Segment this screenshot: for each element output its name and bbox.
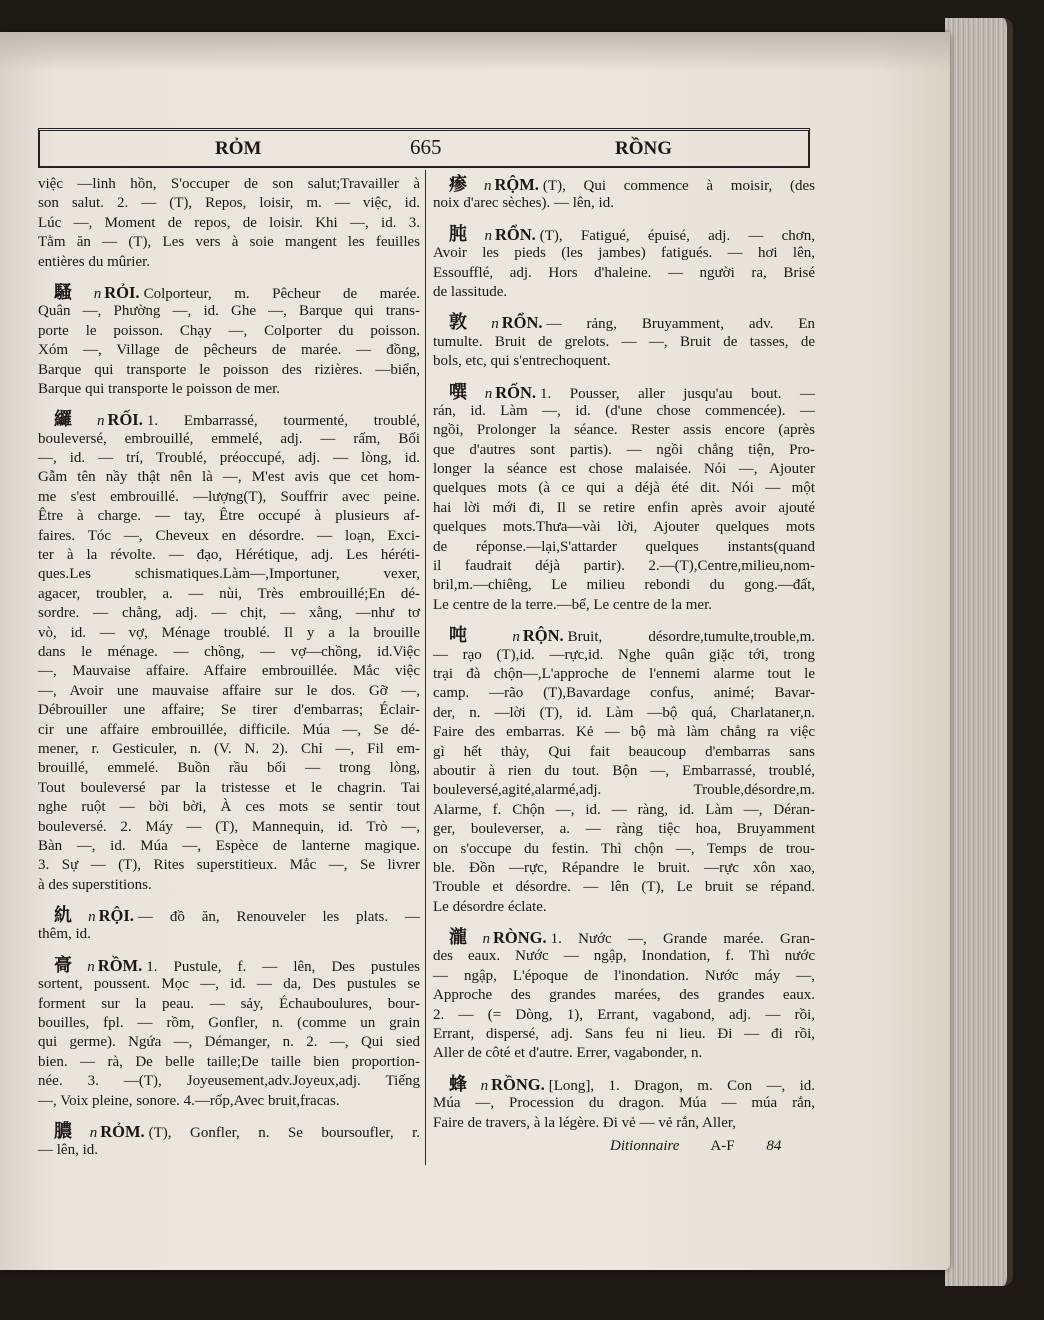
definition-line: gì hết thảy, Qui fait beaucoup d'embarras sans (433, 743, 815, 760)
page-edges (945, 18, 1013, 1286)
signature-volume: A-F (710, 1138, 735, 1154)
dictionary-entry (433, 626, 815, 917)
chinese-character: 蜂 (449, 1073, 478, 1094)
part-of-speech: n (89, 1124, 98, 1141)
entry-first-line (433, 175, 815, 194)
definition-line: vò, id. — vợ, Ménage troublé. Il y a la brouille (38, 624, 420, 641)
chinese-character: 瘆 (449, 174, 481, 194)
headword: RỘM. (494, 175, 539, 194)
headword: RỒNG. (491, 1074, 545, 1094)
definition-line: — rạo (T),id. —rực,id. Nghe quân giặc tới, trong (433, 646, 815, 663)
part-of-speech: n (484, 227, 492, 244)
definition-line: nghe ruột — bời bời, À ces mots se sentir tout (38, 799, 420, 816)
definition-text: 1. Pousser, aller jusqu'au bout. — (540, 385, 816, 402)
definition-line: Trouble et désordre. — lên (T), Le bruit se répand. (433, 879, 815, 896)
definition-line: Tout bouleversé par la tristesse et le chagrin. Tai (38, 779, 420, 796)
chinese-character: 騷 (54, 281, 91, 302)
dictionary-entry (433, 225, 815, 303)
part-of-speech: n (512, 629, 520, 646)
definition-line: Faire des embarras. Kẻ — bộ mà làm chẳng ra việc (433, 724, 815, 741)
headword: RỔN. (494, 224, 536, 244)
definition-line: Alarme, f. Chộn —, id. — ràng, id. Làm —, Déran- (433, 801, 815, 818)
definition-line: —, Mauvaise affaire. Affaire embrouillée. Mắc việc (38, 663, 420, 680)
definition-line: Xóm —, Village de pêcheurs de marée. — đồng, (38, 342, 420, 359)
definition-line: Bàn —, id. Múa —, Espèce de lanterne magique. (38, 837, 420, 854)
chinese-character: 敦 (449, 312, 489, 333)
definition-line: bril,m.—chiêng, Le milieu rebondi du gong.—đất, (433, 577, 815, 594)
entry-first-line (38, 906, 420, 925)
definition-text: (T), Fatigué, épuisé, adj. — chơn, (539, 227, 815, 244)
definition-line: bouleversé. 2. Máy — (T), Mannequin, id. Trò —, (38, 818, 420, 835)
definition-line: thêm, id. (38, 926, 91, 943)
dictionary-entry (433, 1075, 815, 1133)
definition-text: — rảng, Bruyamment, adv. En (546, 316, 815, 333)
definition-line: Aller de côté et d'autre. Errer, vagabonder, n. (433, 1045, 703, 1062)
dictionary-entry (38, 175, 420, 272)
chinese-character: 瀧 (449, 927, 480, 948)
header-first-word: RỎM (215, 138, 262, 159)
definition-line: —, Voix pleine, sonore. 4.—rốp,Avec bruit,fracas. (38, 1092, 340, 1109)
headword: RỎM. (100, 1121, 145, 1141)
definition-line: Quân —, Phường —, id. Ghe —, Barque qui trans- (38, 303, 420, 320)
definition-line: bouleversé,agité,alarmé,adj. Trouble,désordre,m. (433, 782, 815, 799)
definition-line: de lassitude. (433, 283, 508, 300)
definition-line: trại đà chộn—,L'approche de l'ennemi alarme tout le (433, 665, 815, 682)
definition-line: brouillé, emmelé. Buồn rầu bối — trong lòng, (38, 760, 420, 777)
definition-line: on s'occupe du festin. Thì chộn —, Temps de trou- (433, 840, 815, 857)
definition-line: camp. —rão (T),Bavardage confus, animé; Bavar- (433, 685, 815, 702)
definition-line: — ngập, L'époque de l'inondation. Nước máy —, (433, 967, 815, 984)
definition-line: des eaux. Nước — ngập, Inondation, f. Thì nước (433, 948, 815, 965)
definition-line: — lên, id. (38, 1142, 98, 1159)
definition-line: Errant, dispersé, adj. Sans feu ni lieu. Đi — đi rồi, (433, 1026, 815, 1043)
definition-line: ques.Les schismatiques.Làm—,Importuner, vexer, (38, 566, 420, 583)
definition-text: Colporteur, m. Pêcheur de marée. (143, 285, 420, 302)
dictionary-entry (433, 928, 815, 1064)
definition-line: quelques mots.Thưa—vài lời, Ajouter quelques mots (433, 519, 815, 536)
definition-line: tumulte. Bruit de grelots. — —, Bruit de tasses, de (433, 333, 815, 350)
chinese-character: 吨 (449, 625, 510, 646)
definition-text: 1. Embarrassé, tourmenté, troublé, (146, 413, 420, 430)
dictionary-entry (433, 313, 815, 371)
definition-line: de réponse.—lại,S'attarder quelques instants(quand (433, 538, 815, 555)
definition-line: bien. — rà, De belle taille;De taille bien proportion- (38, 1053, 420, 1070)
definition-line: que d'autres sont partis). — ngồi chẳng tiện, Pro- (433, 441, 815, 458)
headword: RỒM. (97, 955, 143, 975)
definition-line: Essoufflé, adj. Hors d'haleine. — người ra, Brisé (433, 264, 815, 281)
definition-line: rán, id. Làm —, id. (d'une chose commencée). — (433, 402, 815, 419)
definition-line: sordre. — chằng, adj. — chịt, — xằng, —như tơ (38, 605, 420, 622)
entry-first-line (433, 225, 815, 244)
part-of-speech: n (93, 285, 102, 302)
headword: RỘI. (98, 906, 134, 926)
definition-line: Approche des grandes marées, des grandes eaux. (433, 987, 815, 1004)
column-divider (425, 170, 426, 1165)
definition-line: ger, bouleverser, a. — ràng tiệc hoa, Bruyamment (433, 821, 815, 838)
definition-line: faires. Tóc —, Cheveux en désordre. — loạn, Exci- (38, 527, 420, 544)
headword: RỔN. (501, 313, 543, 333)
definition-line: sortent, poussent. Mọc —, id. — da, Des pustules se (38, 976, 420, 993)
definition-line: entières du mûrier. (38, 253, 151, 270)
definition-line: Être à charge. — tay, Être occupé à plusieurs af- (38, 508, 420, 525)
definition-line: à des superstitions. (38, 876, 152, 893)
entry-first-line (433, 928, 815, 947)
definition-line: qui germe). Ngứa —, Démanger, n. 2. —, Qui sied (38, 1034, 420, 1051)
definition-line: née. 3. —(T), Joyeusement,adv.Joyeux,adj. Tiếng (38, 1073, 420, 1090)
headword: RỐI. (107, 410, 143, 430)
definition-line: il faudrait déjà partir). 2.—(T),Centre,milieu,nom- (433, 558, 815, 575)
definition-line: me s'est embrouillé. —lượng(T), Souffrir avec peine. (38, 488, 420, 505)
definition-line: Tằm ăn — (T), Les vers à soie mangent les feuilles (38, 234, 420, 251)
definition-line: bouilles, fpl. — rồm, Gonfler, n. (comme un grain (38, 1015, 420, 1032)
chinese-character: 肫 (449, 223, 482, 244)
dictionary-entry (38, 1122, 420, 1161)
entry-first-line (38, 956, 420, 975)
definition-line: agacer, troubler, a. — nùi, Très embrouillé;En dé- (38, 585, 420, 602)
chinese-character: 膿 (54, 1120, 87, 1141)
definition-line: bols, etc, qui s'entrechoquent. (433, 353, 611, 370)
definition-line: —, Avoir une mauvaise affaire sur le dos. Gỡ —, (38, 682, 420, 699)
definition-line: Gẫm tên nầy thật nên là —, M'est avis que cet hom- (38, 469, 420, 486)
chinese-character: 䊵 (54, 905, 86, 926)
definition-line: 2. — (= Dòng, 1), Errant, vagabond, adj. — rồi, (433, 1006, 815, 1023)
signature-number: 84 (766, 1138, 782, 1154)
definition-line: mener, r. Gesticuler, n. (V. N. 2). Chỉ —, Fil em- (38, 740, 420, 757)
definition-text: (T), Gonfler, n. Se boursoufler, r. (148, 1124, 420, 1141)
running-header (38, 128, 810, 168)
definition-line: longer la séance est chose malaisée. Nói —, Ajouter (433, 461, 815, 478)
dictionary-entry (433, 175, 815, 214)
entry-first-line (433, 313, 815, 332)
entry-first-line (433, 1075, 815, 1094)
headword: RỘN. (522, 626, 564, 646)
right-column (433, 175, 815, 1144)
page-number: 665 (410, 135, 442, 159)
definition-line: Avoir les pieds (les jambes) fatigués. — hơi lên, (433, 245, 815, 262)
headword: RỐN. (495, 382, 537, 402)
definition-line: ble. Đồn —rực, Répandre le bruit. —rực xôn xao, (433, 859, 815, 876)
part-of-speech: n (87, 958, 95, 975)
left-column (38, 175, 420, 1172)
entry-first-line (433, 383, 815, 402)
definition-line: forment sur la peau. — sảy, Échauboulures, bour- (38, 995, 420, 1012)
definition-line: cir une affaire embrouillée, difficile. Múa —, Se dé- (38, 721, 420, 738)
part-of-speech: n (97, 413, 105, 430)
definition-text: — đồ ăn, Renouveler les plats. — (137, 909, 421, 926)
definition-line: dans le ménage. — chồng, — vợ—chồng, id.Việc (38, 643, 420, 660)
header-last-word: RỒNG (615, 138, 672, 159)
definition-line: der, n. —lời (T), id. Làm —bộ quá, Charlataner,n. (433, 704, 815, 721)
dictionary-entry (38, 906, 420, 945)
definition-line: Barque qui transporte le poisson de mer. (38, 380, 281, 397)
definition-line: việc —linh hồn, S'occuper de son salut;Travailler à (38, 176, 420, 192)
definition-text: [Long], 1. Dragon, m. Con —, id. (548, 1077, 816, 1094)
headword: RÒNG. (493, 928, 547, 948)
definition-text: Bruit, désordre,tumulte,trouble,m. (567, 629, 815, 646)
entry-first-line (38, 283, 420, 302)
definition-line: —, id. — trí, Troublé, préoccupé, adj. — lòng, id. (38, 450, 420, 467)
part-of-speech: n (482, 931, 491, 948)
definition-line: ter à la révolte. — đạo, Hérétique, adj. Les héréti- (38, 547, 420, 564)
entry-first-line (38, 1122, 420, 1141)
part-of-speech: n (484, 385, 493, 402)
headword: RỎI. (104, 282, 140, 302)
page-shadow (0, 32, 950, 72)
definition-line: aboutir à rien du tout. Bộn —, Embarrassé, troublé, (433, 762, 815, 779)
chinese-character: 噀 (449, 381, 482, 402)
definition-text: 1. Pustule, f. — lên, Des pustules (146, 958, 420, 975)
definition-line: quelques mots (à ce qui a déjà été dit. Nói — một (433, 480, 815, 497)
definition-text: 1. Nước —, Grande marée. Gran- (550, 931, 816, 948)
definition-line: noix d'arec sèches). — lên, id. (433, 195, 614, 212)
definition-line: son salut. 2. — (T), Repos, loisir, m. — việc, id. (38, 195, 420, 212)
definition-line: ngồi, Prolonger la séance. Rester assis encore (après (433, 422, 815, 439)
dictionary-entry (38, 956, 420, 1111)
definition-line: 3. Sự — (T), Rites superstitieux. Mắc —, Se livrer (38, 857, 420, 874)
part-of-speech: n (483, 178, 492, 194)
definition-line: hai lời mới đi, Il se retire enfin après avoir ajouté (433, 499, 815, 516)
definition-line: bouleversé, embrouillé, emmelé, adj. — rấm, Bối (38, 430, 420, 447)
definition-line: Faire de travers, à la légère. Đi vẻ — vẻ rắn, Aller, (433, 1114, 737, 1131)
signature-title: Ditionnaire (610, 1138, 680, 1154)
chinese-character: 纙 (54, 409, 95, 430)
definition-text: (T), Qui commence à moisir, (des (542, 178, 815, 194)
chinese-character: 䯧 (54, 954, 85, 975)
definition-line: porte le poisson. Chạy —, Colporter du poisson. (38, 322, 420, 339)
part-of-speech: n (88, 909, 96, 926)
definition-line: Lúc —, Moment de repos, de loisir. Khi —, id. 3. (38, 214, 420, 231)
part-of-speech: n (480, 1077, 489, 1094)
definition-line: Débrouiller une affaire; Se tirer d'embarras; Éclair- (38, 702, 420, 719)
dictionary-entry (433, 383, 815, 616)
entry-first-line (433, 626, 815, 645)
dictionary-entry (38, 410, 420, 895)
entry-first-line (38, 410, 420, 429)
definition-line: Le centre de la terre.—bể, Le centre de la mer. (433, 596, 713, 613)
definition-line: Le désordre éclate. (433, 898, 547, 915)
definition-line: Barque qui transporte le poisson des rizières. —biển, (38, 361, 420, 378)
definition-line: Múa —, Procession du dragon. Múa — múa rắn, (433, 1095, 815, 1112)
dictionary-entry (38, 283, 420, 399)
part-of-speech: n (491, 316, 499, 333)
printer-signature (610, 1138, 809, 1155)
